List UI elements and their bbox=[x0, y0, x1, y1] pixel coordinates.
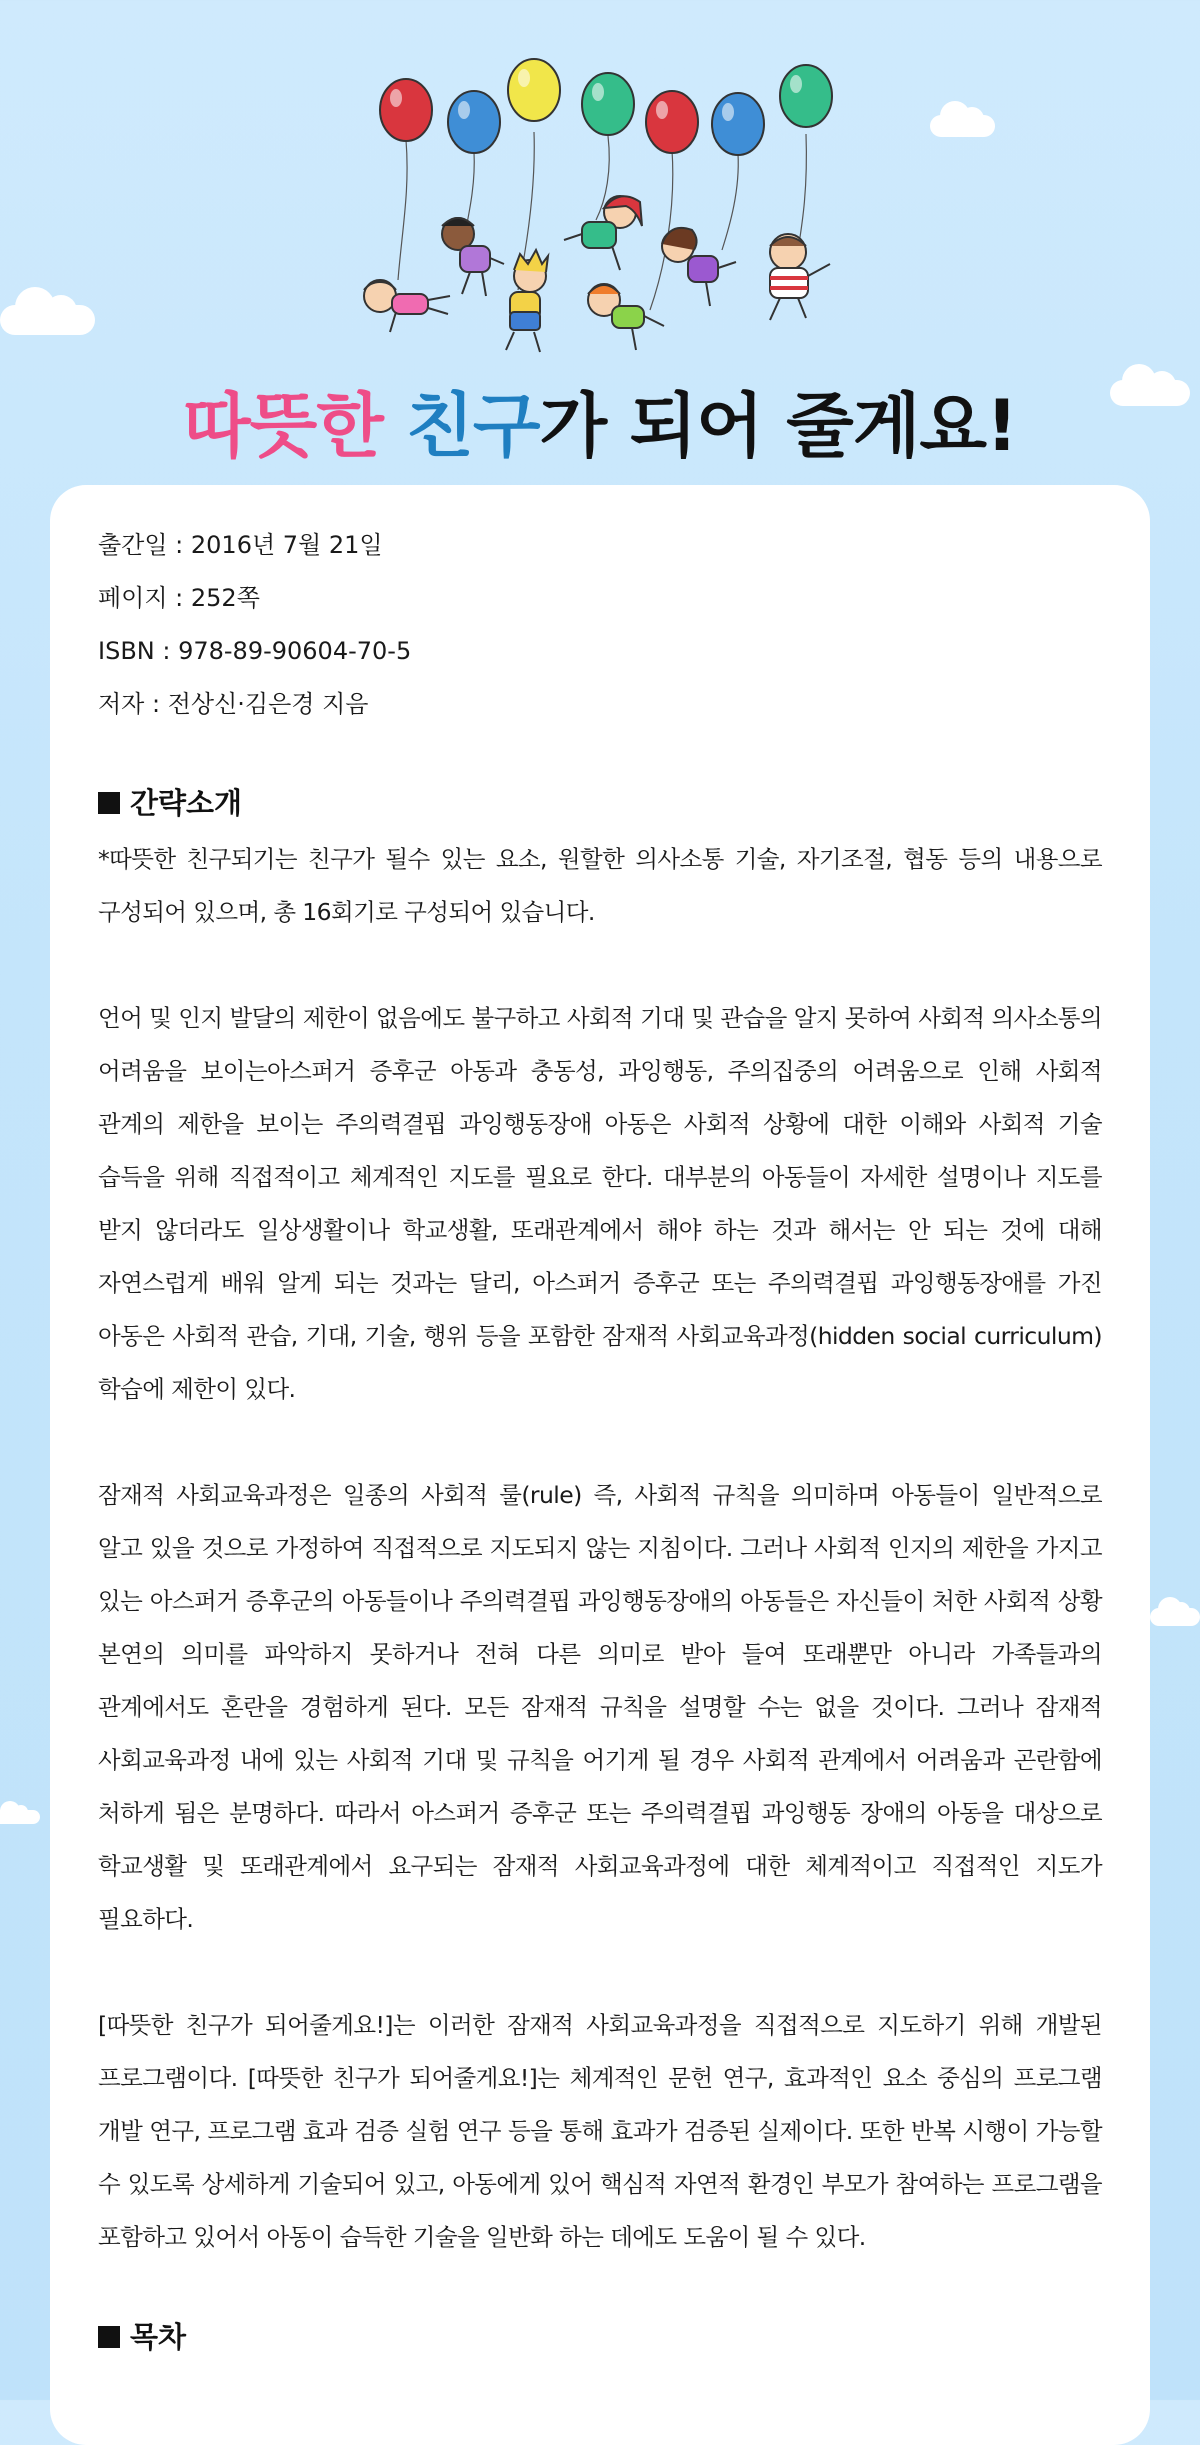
cloud-decoration bbox=[0, 305, 95, 335]
hero-banner bbox=[0, 0, 1200, 480]
title-rest: 가 되어 줄게요! bbox=[539, 385, 1017, 467]
page-title bbox=[0, 378, 1200, 474]
summary-heading-label: 간략소개 bbox=[130, 786, 243, 820]
cloud-decoration bbox=[1150, 1608, 1200, 1626]
kids-with-balloons-illustration bbox=[350, 50, 870, 380]
summary-heading bbox=[98, 783, 1102, 823]
square-bullet-icon bbox=[98, 792, 120, 814]
summary-paragraph: 언어 및 인지 발달의 제한이 없음에도 불구하고 사회적 기대 및 관습을 알지 못하여 사회적 의사소통의 어려움을 보이는아스퍼거 증후군 아동과 충동성, 과잉행동, 주의집중의 어려움으로 인해 사회적 관계의 제한을 보이는 주의력결핍 과잉행동장애 아동은 사회적 상황에 대한 이해와 사회적 기술 습득을 위해 직접적이고 체계적인 지도를 필요로 한다. 대부분의 아동들이 자세한 설명이나 지도를 받지 않더라도 일상생활이나 학교생활, 또래관계에서 해야 하는 것과 해서는 안 되는 것에 대해 자연스럽게 배워 알게 되는 것과는 달리, 아스퍼거 증후군 또는 주의력결핍 과잉행동장애를 가진 아동은 사회적 관습, 기대, 기술, 행위 등을 포함한 잠재적 사회교육과정(hidden social curriculum) 학습에 제한이 있다. bbox=[98, 1004, 1102, 1403]
toc-heading-label: 목차 bbox=[130, 2320, 187, 2354]
toc-heading bbox=[98, 2317, 1102, 2357]
author: 저자 : 전상신·김은경 지음 bbox=[98, 690, 369, 718]
title-highlight-friend: 친구 bbox=[406, 385, 540, 467]
cloud-decoration bbox=[0, 1810, 40, 1824]
publish-date: 출간일 : 2016년 7월 21일 bbox=[98, 531, 383, 559]
summary-paragraph: 잠재적 사회교육과정은 일종의 사회적 룰(rule) 즉, 사회적 규칙을 의미하며 아동들이 일반적으로 알고 있을 것으로 가정하여 직접적으로 지도되지 않는 지침이다. 그러나 사회적 인지의 제한을 가지고 있는 아스퍼거 증후군의 아동들이나 주의력결핍 과잉행동장애의 아동들은 자신들이 처한 사회적 상황 본연의 의미를 파악하지 못하거나 전혀 다른 의미로 받아 들여 또래뿐만 아니라 가족들과의 관계에서도 혼란을 경험하게 된다. 모든 잠재적 규칙을 설명할 수는 없을 것이다. 그러나 잠재적 사회교육과정 내에 있는 사회적 기대 및 규칙을 어기게 될 경우 사회적 관계에서 어려움과 곤란함에 처하게 됨은 분명하다. 따라서 아스퍼거 증후군 또는 주의력결핍 과잉행동 장애의 아동을 대상으로 학교생활 및 또래관계에서 요구되는 잠재적 사회교육과정에 대한 체계적이고 직접적인 지도가 필요하다. bbox=[98, 1481, 1102, 1933]
page-count: 페이지 : 252쪽 bbox=[98, 584, 260, 612]
book-info bbox=[98, 519, 1102, 731]
square-bullet-icon bbox=[98, 2326, 120, 2348]
cloud-decoration bbox=[930, 115, 995, 137]
isbn: ISBN : 978-89-90604-70-5 bbox=[98, 637, 412, 665]
summary-paragraph: [따뜻한 친구가 되어줄게요!]는 이러한 잠재적 사회교육과정을 직접적으로 지도하기 위해 개발된 프로그램이다. [따뜻한 친구가 되어줄게요!]는 체계적인 문헌 연구, 효과적인 요소 중심의 프로그램 개발 연구, 프로그램 효과 검증 실험 연구 등을 통해 효과가 검증된 실제이다. 또한 반복 시행이 가능할 수 있도록 상세하게 기술되어 있고, 아동에게 있어 핵심적 자연적 환경인 부모가 참여하는 프로그램을 포함하고 있어서 아동이 습득한 기술을 일반화 하는 데에도 도움이 될 수 있다. bbox=[98, 2011, 1102, 2251]
summary-paragraph: *따뜻한 친구되기는 친구가 될수 있는 요소, 원할한 의사소통 기술, 자기조절, 협동 등의 내용으로 구성되어 있으며, 총 16회기로 구성되어 있습니다. bbox=[98, 845, 1102, 926]
title-highlight-warm: 따뜻한 bbox=[183, 385, 383, 467]
content-card bbox=[50, 485, 1150, 2445]
